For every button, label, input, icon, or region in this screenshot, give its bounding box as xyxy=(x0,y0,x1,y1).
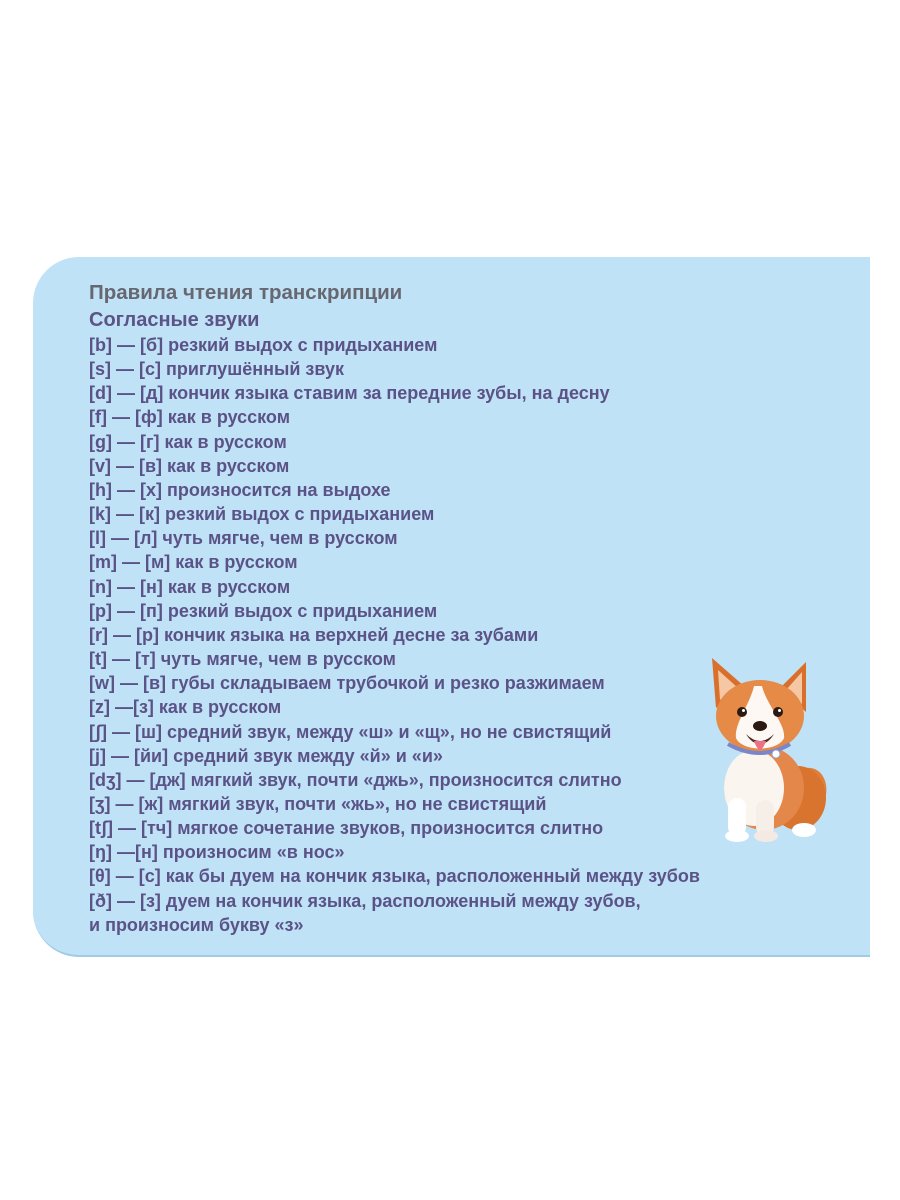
rule-item: [t] — [т] чуть мягче, чем в русском xyxy=(89,649,396,670)
dog-nose xyxy=(753,721,767,731)
rule-item: [h] — [х] произносится на выдохе xyxy=(89,479,391,500)
card-content xyxy=(89,279,700,937)
rule-item: [j] — [йи] средний звук между «й» и «и» xyxy=(89,745,443,766)
dog-paw-left xyxy=(725,830,749,842)
rules-list xyxy=(89,333,700,937)
rule-item: [m] — [м] как в русском xyxy=(89,552,298,573)
rule-item: [n] — [н] как в русском xyxy=(89,576,291,597)
dog-collar-tag xyxy=(772,750,780,758)
section-subtitle: Согласные звуки xyxy=(89,309,260,331)
rule-item: и произносим букву «з» xyxy=(89,914,304,935)
rule-item: [p] — [п] резкий выдох с придыханием xyxy=(89,600,438,621)
rule-item: [θ] — [с] как бы дуем на кончик языка, расположенный между зубов xyxy=(89,866,700,887)
rule-item: [f] — [ф] как в русском xyxy=(89,407,291,428)
dog-back-paw xyxy=(792,823,816,837)
rule-item: [v] — [в] как в русском xyxy=(89,455,290,476)
dog-paw-right xyxy=(754,830,778,842)
rule-item: [ŋ] —[н] произносим «в нос» xyxy=(89,842,345,863)
rule-item: [b] — [б] резкий выдох с придыханием xyxy=(89,335,438,355)
rule-item: [tʃ] — [тч] мягкое сочетание звуков, произносится слитно xyxy=(89,818,604,839)
dog-eye-right xyxy=(773,707,783,717)
rule-item: [l] — [л] чуть мягче, чем в русском xyxy=(89,528,398,549)
rule-item: [k] — [к] резкий выдох с придыханием xyxy=(89,504,435,525)
rule-item: [g] — [г] как в русском xyxy=(89,431,287,452)
rule-item: [z] —[з] как в русском xyxy=(89,697,282,718)
rule-item: [s] — [с] приглушённый звук xyxy=(89,359,344,380)
rule-item: [d] — [д] кончик языка ставим за передние зубы, на десну xyxy=(89,383,610,404)
dog-eye-left xyxy=(737,707,747,717)
rule-item: [ð] — [з] дуем на кончик языка, расположенный между зубов, xyxy=(89,890,641,911)
rule-item: [ʃ] — [ш] средний звук, между «ш» и «щ», но не свистящий xyxy=(89,721,612,742)
rule-item: [ʒ] — [ж] мягкий звук, почти «жь», но не свистящий xyxy=(89,793,547,814)
transcription-rules-card xyxy=(33,257,870,957)
page-title: Правила чтения транскрипции xyxy=(89,281,403,304)
rule-item: [dʒ] — [дж] мягкий звук, почти «джь», произносится слитно xyxy=(89,769,622,790)
corgi-puppy-illustration xyxy=(694,648,834,844)
rule-item: [w] — [в] губы складываем трубочкой и резко разжимаем xyxy=(89,673,605,694)
rule-item: [r] — [р] кончик языка на верхней десне за зубами xyxy=(89,624,539,645)
